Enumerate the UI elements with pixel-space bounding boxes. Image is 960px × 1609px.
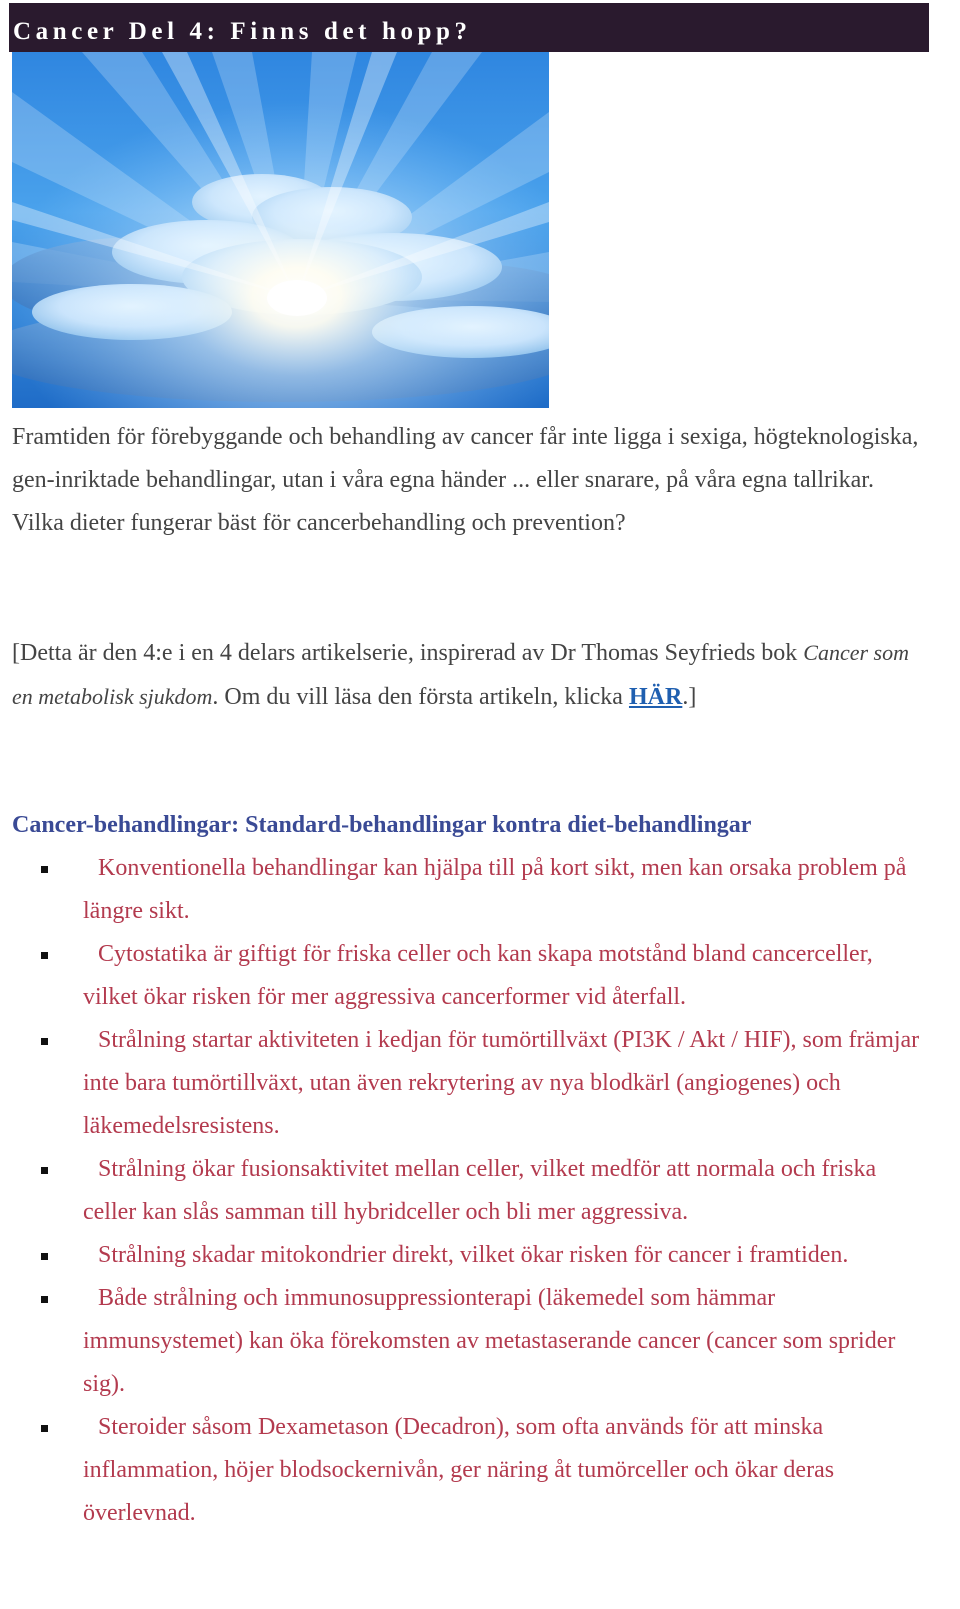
- list-item-text: Steroider såsom Dexametason (Decadron), som ofta används för att minska inflammation, höjer blodsockernivån, ger näring åt tumörceller och ökar deras överlevnad.: [83, 1414, 835, 1526]
- first-article-link[interactable]: HÄR: [628, 684, 683, 710]
- list-item: [0, 1148, 930, 1234]
- square-bullet-icon: [41, 1167, 48, 1174]
- list-item-text: Cytostatika är giftigt för friska celler och kan skapa motstånd bland cancerceller, vilket ökar risken för mer aggressiva cancerformer vid återfall.: [83, 941, 873, 1010]
- square-bullet-icon: [41, 1253, 48, 1260]
- page-title: Cancer Del 4: Finns det hopp?: [13, 18, 472, 45]
- list-item: [0, 1406, 930, 1535]
- book-title: Cancer som en metabolisk sjukdom: [12, 640, 910, 709]
- title-bar: [9, 3, 929, 52]
- list-item: [0, 1234, 930, 1277]
- list-item-text: Strålning skadar mitokondrier direkt, vilket ökar risken för cancer i framtiden.: [98, 1242, 849, 1268]
- square-bullet-icon: [41, 1296, 48, 1303]
- square-bullet-icon: [41, 1038, 48, 1045]
- square-bullet-icon: [41, 952, 48, 959]
- list-item-text: Både strålning och immunosuppressionterapi (läkemedel som hämmar immunsystemet) kan öka förekomsten av metastaserande cancer (cancer som sprider sig).: [83, 1285, 896, 1397]
- list-item-text: Konventionella behandlingar kan hjälpa till på kort sikt, men kan orsaka problem på längre sikt.: [83, 855, 907, 924]
- intro-paragraph: Framtiden för förebyggande och behandling av cancer får inte ligga i sexiga, högteknologiska, gen-inriktade behandlingar, utan i våra egna händer ... eller snarare, på våra egna tallrikar. Vilka dieter fungerar bäst för cancerbehandling och prevention?: [12, 424, 919, 536]
- series-note-prefix: [Detta är den 4:e i en 4 delars artikelserie, inspirerad av Dr Thomas Seyfrieds bok: [12, 640, 804, 666]
- list-item: [0, 1277, 930, 1406]
- section-heading: Cancer-behandlingar: Standard-behandlingar kontra diet-behandlingar: [12, 812, 752, 838]
- square-bullet-icon: [41, 1425, 48, 1432]
- series-note-middle: . Om du vill läsa den första artikeln, klicka: [212, 684, 629, 710]
- series-note-paragraph: [12, 631, 927, 719]
- sky-sunrays-image: [12, 52, 549, 408]
- list-item-text: Strålning startar aktiviteten i kedjan för tumörtillväxt (PI3K / Akt / HIF), som främjar inte bara tumörtillväxt, utan även rekrytering av nya blodkärl (angiogenes) och läkemedelsresistens.: [83, 1027, 920, 1139]
- list-item: [0, 933, 930, 1019]
- series-note-suffix: .]: [682, 684, 697, 710]
- square-bullet-icon: [41, 866, 48, 873]
- list-item: [0, 847, 930, 933]
- list-item-text: Strålning ökar fusionsaktivitet mellan celler, vilket medför att normala och friska celler kan slås samman till hybridceller och bli mer aggressiva.: [83, 1156, 877, 1225]
- treatment-bullet-list: [0, 847, 930, 1535]
- list-item: [0, 1019, 930, 1148]
